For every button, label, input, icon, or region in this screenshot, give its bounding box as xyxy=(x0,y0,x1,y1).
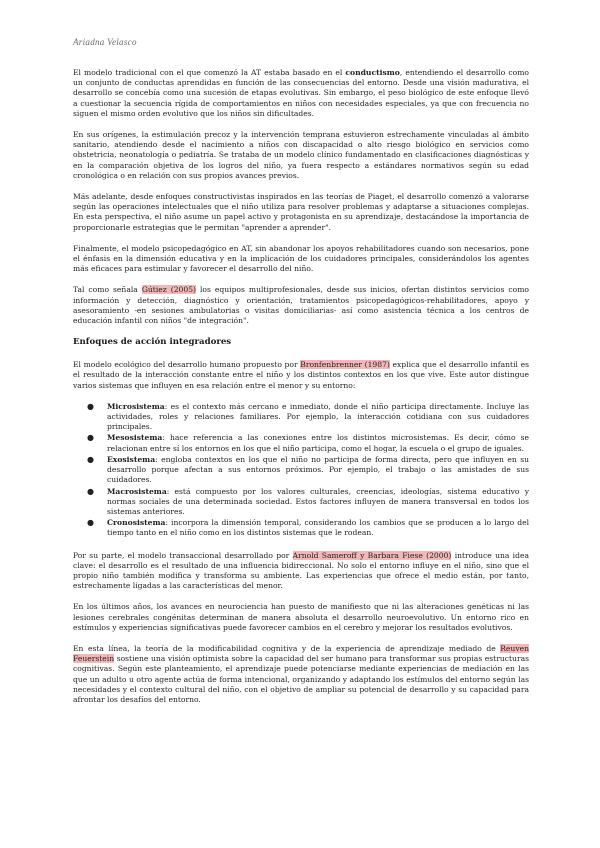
bold-term: conductismo xyxy=(345,68,400,77)
bold-term: Macrosistema xyxy=(107,486,167,496)
text: : está compuesto por los valores culturales, creencias, ideologías, sistema educativo y normas sociales de una determinada sociedad. Estos factores influyen de manera transversal en todos los sistemas anteriores. xyxy=(107,486,529,516)
paragraph: En los últimos años, los avances en neurociencia han puesto de manifiesto que ni las alteraciones genéticas ni las lesiones cerebrales congénitas determinan de manera absoluta el desarrollo neuroevolutivo. Un entorno rico en estímulos y experiencias significativas puede favorecer cambios en el cerebro y mejorar los resultados evolutivos. xyxy=(73,602,529,632)
paragraph xyxy=(73,551,529,592)
bold-term: Mesosistema xyxy=(107,433,163,443)
systems-list xyxy=(73,402,529,539)
bullet-icon: ● xyxy=(87,454,94,464)
highlighted-citation: Gútiez (2005) xyxy=(141,285,196,295)
paragraph: Más adelante, desde enfoques constructivistas inspirados en las teorías de Piaget, el desarrollo comenzó a valorarse según las operaciones intelectuales que el niño utiliza para resolver problemas y adaptarse a situaciones complejas. En esta perspectiva, el niño asume un papel activo y protagonista en su aprendizaje, destacándose la importancia de proporcionarle estrategias que le permitan "aprender a aprender". xyxy=(73,192,529,232)
text: : engloba contextos en los que el niño no participa de forma directa, pero que influyen en su desarrollo porque afectan a sus entornos próximos. Por ejemplo, el trabajo o las amistades de sus cuidadores. xyxy=(107,454,529,485)
list-item xyxy=(87,401,529,433)
paragraph xyxy=(73,360,529,391)
bold-term: Microsistema xyxy=(107,401,165,411)
list-item xyxy=(87,454,529,486)
text: Tal como señala xyxy=(73,285,142,295)
bullet-icon: ● xyxy=(87,518,94,528)
paragraph xyxy=(73,644,529,705)
paragraph xyxy=(73,285,529,326)
section-heading: Enfoques de acción integradores xyxy=(73,337,232,348)
text: : incorpora la dimensión temporal, considerando los cambios que se producen a lo largo del tiempo tanto en el niño como en los distintos sistemas que le rodean. xyxy=(107,518,529,538)
text: , entendiendo el desarrollo como un conjunto de conductas aprendidas en función de las consecuencias del entorno. Desde una visión madurativa, el desarrollo se concebía como una sucesión de etapas evolutivas. Sin embargo, el peso biológico de este enfoque llevó a cuestionar la secuencia rígida de comportamientos en niños con necesidades especiales, ya que con frecuencia no siguen el mismo orden evolutivo que los niños sin dificultades. xyxy=(73,68,530,118)
list-item xyxy=(87,486,529,518)
header-author: Ariadna Velasco xyxy=(73,37,137,47)
text: Por su parte, el modelo transaccional desarrollado por xyxy=(73,550,293,560)
list-item xyxy=(87,518,529,538)
text: En esta línea, la teoría de la modificabilidad cognitiva y de la experiencia de aprendizaje mediado de xyxy=(73,643,501,653)
text: : es el contexto más cercano e inmediato, donde el niño participa directamente. Incluye las actividades, roles y relaciones familiares. Por ejemplo, la interacción cotidiana con sus cuidadores principales. xyxy=(107,401,529,432)
bullet-icon: ● xyxy=(87,401,94,411)
highlighted-citation: Reuven Feuerstein xyxy=(73,643,529,664)
text: explica que el desarrollo infantil es el resultado de la interacción constante entre el niño y los distintos contextos en los que vive. Este autor distingue varios sistemas que influyen en esa relación entre el menor y su entorno: xyxy=(73,360,529,390)
text: : hace referencia a las conexiones entre los distintos microsistemas. Es decir, cómo se relacionan entre sí los entornos en los que el niño participa, como el hogar, la escuela o el grupo de iguales. xyxy=(107,433,529,453)
text: El modelo ecológico del desarrollo humano propuesto por xyxy=(73,360,301,370)
bullet-icon: ● xyxy=(87,486,94,496)
bullet-icon: ● xyxy=(87,433,94,443)
bold-term: Exosistema xyxy=(107,454,156,464)
list-item xyxy=(87,433,529,453)
highlighted-citation: Arnold Sameroff y Barbara Fiese (2000) xyxy=(292,550,452,560)
text: los equipos multiprofesionales, desde sus inicios, ofertan distintos servicios como información y detección, diagnóstico y orientación, tratamientos psicopedagógicos-rehabilitadores, apoyo y asesoramiento -en sesiones ambulatorias o visitas domiciliarias- así como asistencia técnica a los centros de educación infantil con niños "de integración". xyxy=(73,285,529,326)
bold-term: Cronosistema xyxy=(107,518,166,528)
text: sostiene una visión optimista sobre la capacidad del ser humano para transformar sus propias estructuras cognitivas. Según este planteamiento, el aprendizaje puede potenciarse mediante experiencias de mediación en las que un adulto u otro agente actúa de forma intencional, organizando y adaptando los estímulos del entorno según las necesidades y el contexto cultural del niño, con el objetivo de ampliar su potencial de desarrollo y su capacidad para afrontar los desafíos del entorno. xyxy=(73,654,529,704)
highlighted-citation: Bronfenbrenner (1987) xyxy=(300,360,390,370)
paragraph: En sus orígenes, la estimulación precoz y la intervención temprana estuvieron estrechamente vinculadas al ámbito sanitario, atendiendo desde el nacimiento a niños con discapacidad o alto riesgo biológico en servicios como obstetricia, neonatología o pediatría. Se trataba de un modelo clínico fundamentado en clasificaciones diagnósticas y en la comparación objetiva de los logros del niño, ya fuera respecto a estándares normativos según su edad cronológica o en relación con sus propios avances previos. xyxy=(73,130,529,180)
text: introduce una idea clave: el desarrollo es el resultado de una influencia bidireccional. No solo el entorno influye en el niño, sino que el propio niño también modifica y transforma su ambiente. Las experiencias que ofrece el medio están, por tanto, estrechamente ligadas a las características del menor. xyxy=(73,550,529,591)
paragraph xyxy=(73,68,529,119)
document-body xyxy=(73,68,529,716)
paragraph: Finalmente, el modelo psicopedagógico en AT, sin abandonar los apoyos rehabilitadores cuando son necesarios, pone el énfasis en la dimensión educativa y en la implicación de los cuidadores principales, considerándolos los agentes más eficaces para estimular y favorecer el desarrollo del niño. xyxy=(73,243,529,274)
text: El modelo tradicional con el que comenzó la AT estaba basado en el xyxy=(73,68,346,77)
